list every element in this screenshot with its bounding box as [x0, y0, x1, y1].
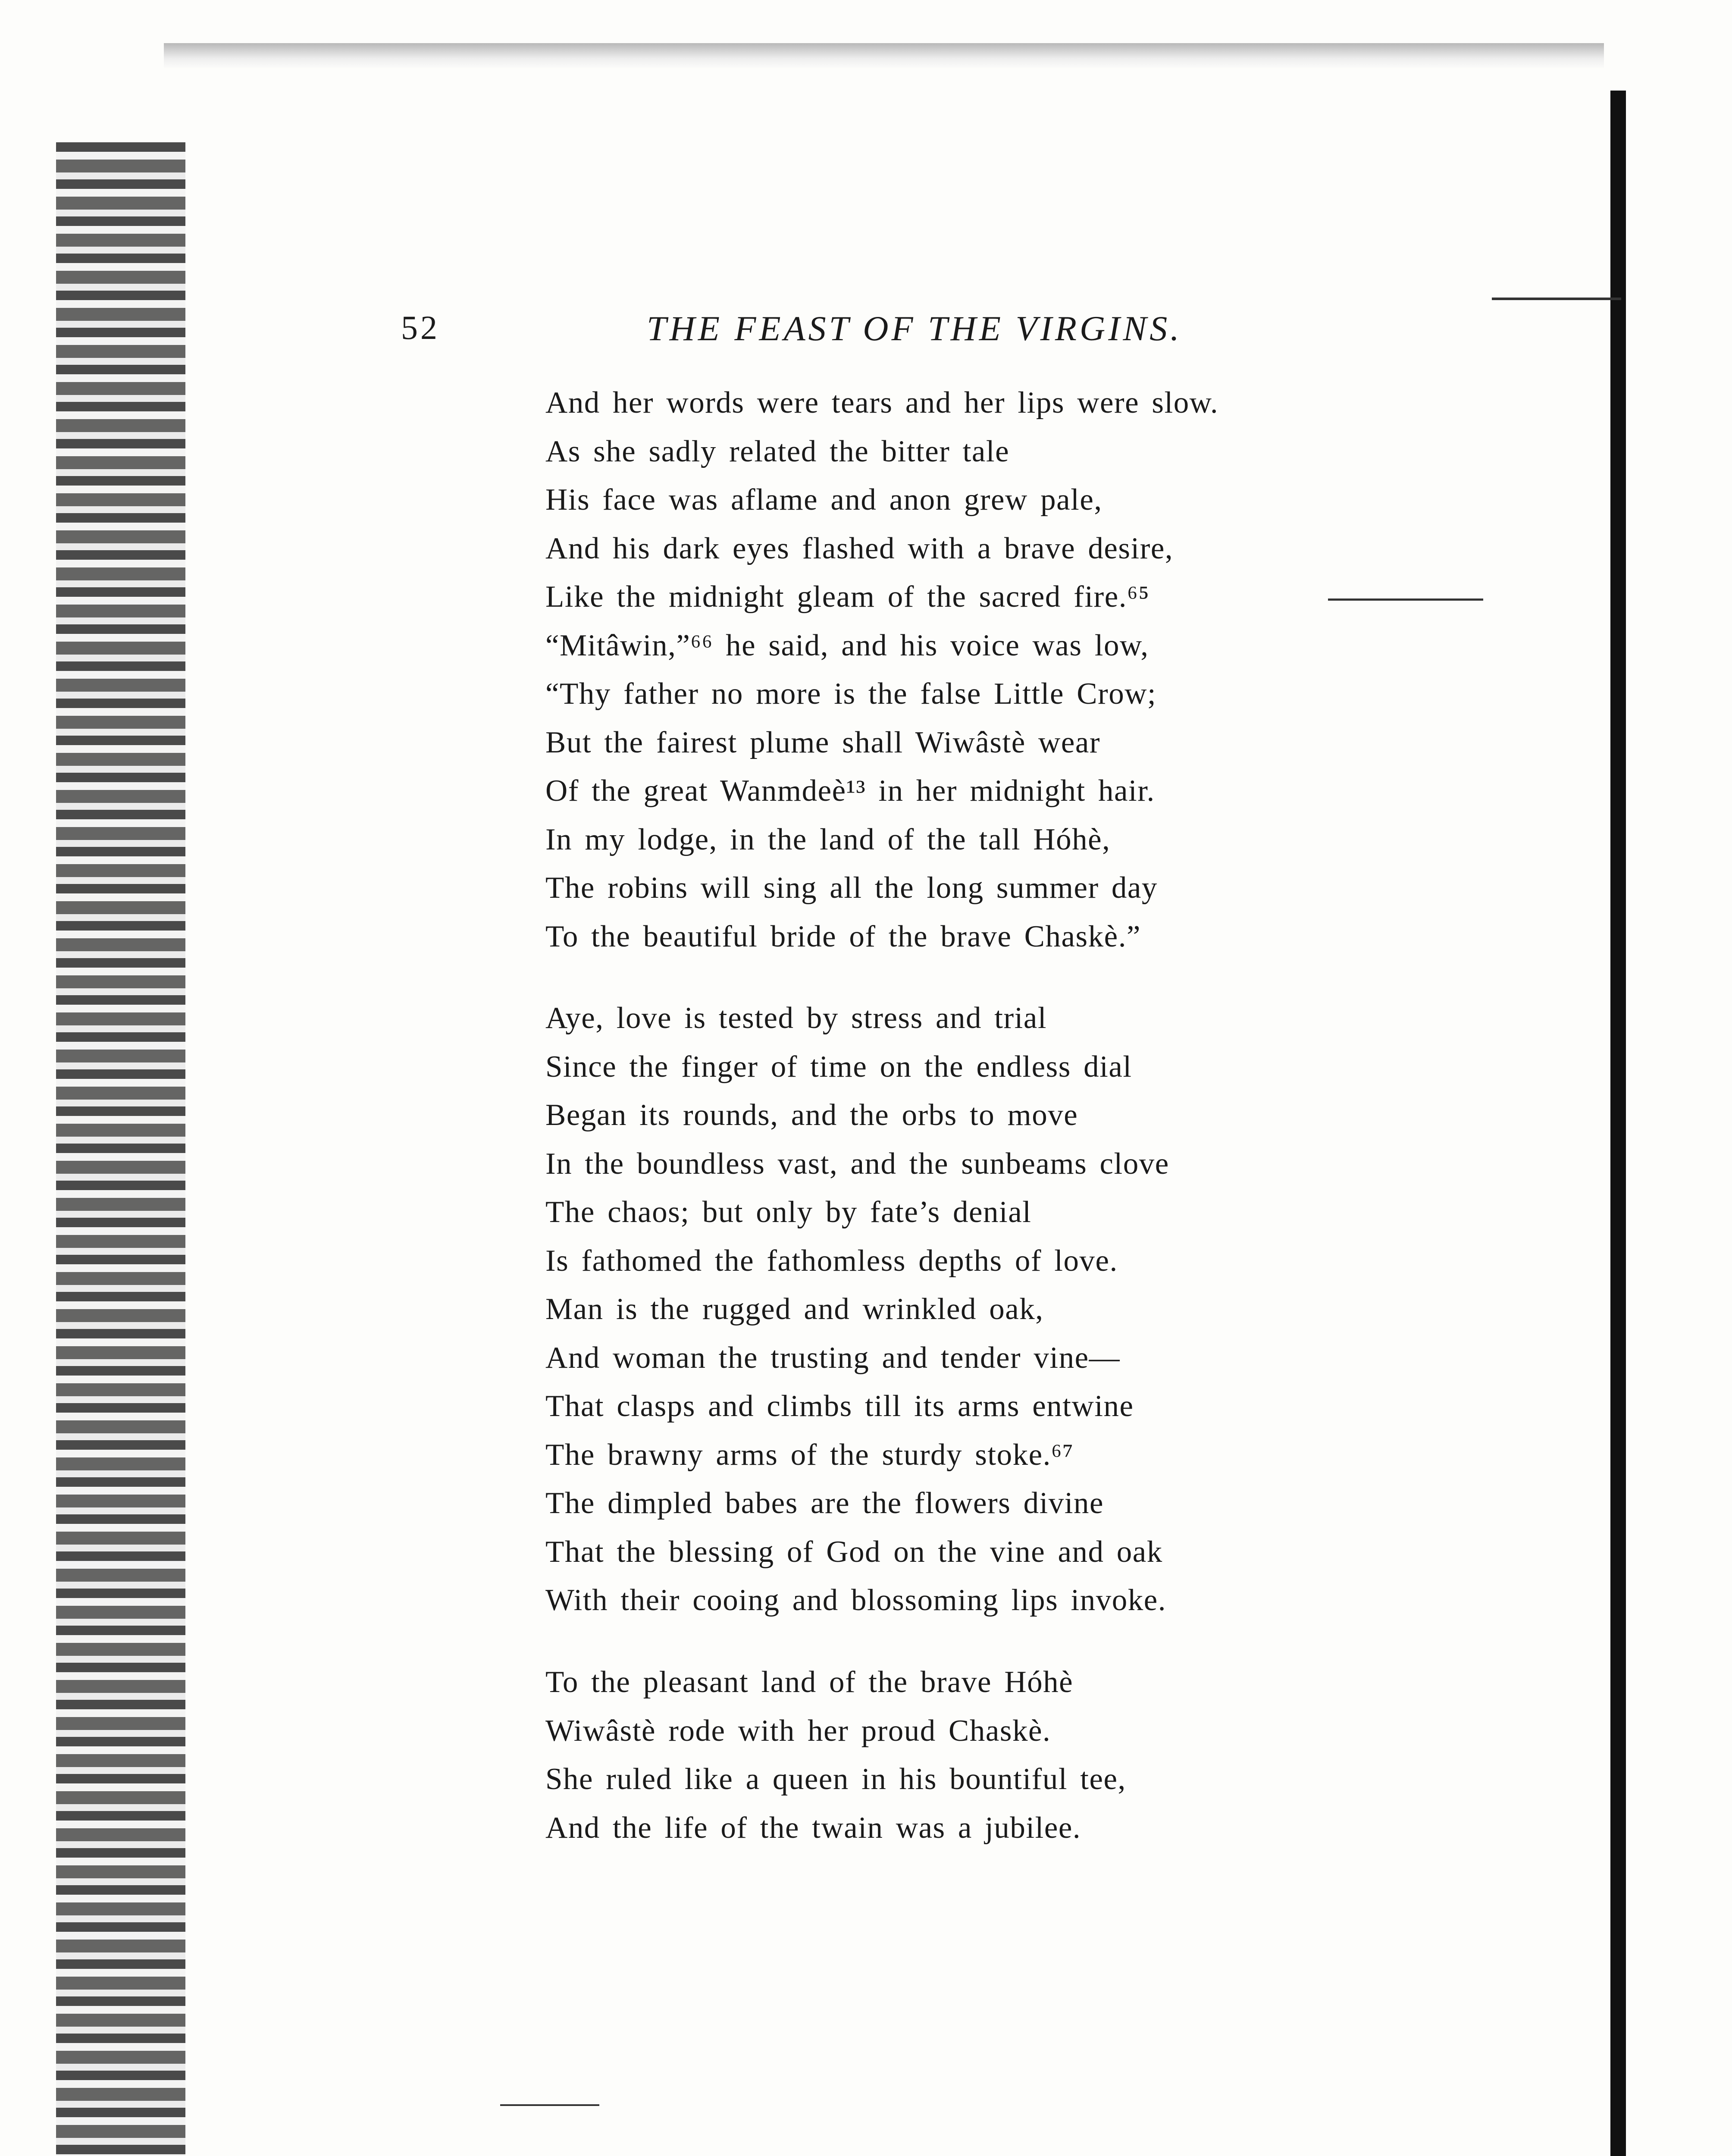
scan-rule-mark — [500, 2104, 599, 2106]
stanza-2 — [545, 994, 1169, 1625]
page-right-edge-shadow — [1610, 91, 1626, 2156]
verse-line: With their cooing and blossoming lips invoke. — [545, 1583, 1166, 1617]
verse-line: “Thy father no more is the false Little Crow; — [545, 677, 1157, 711]
verse-line: To the beautiful bride of the brave Chaskè.” — [545, 919, 1141, 953]
page-header — [401, 304, 1306, 360]
page-top-edge-shadow — [164, 43, 1604, 69]
verse-line: That clasps and climbs till its arms entwine — [545, 1389, 1134, 1423]
verse-line: And the life of the twain was a jubilee. — [545, 1811, 1081, 1845]
verse-line: To the pleasant land of the brave Hóhè — [545, 1665, 1074, 1699]
running-title: THE FEAST OF THE VIRGINS. — [647, 309, 1182, 348]
scan-rule-mark — [1492, 298, 1621, 300]
verse-line: And his dark eyes flashed with a brave desire, — [545, 531, 1174, 565]
verse-line: And woman the trusting and tender vine— — [545, 1341, 1121, 1375]
verse-line: Began its rounds, and the orbs to move — [545, 1098, 1078, 1132]
verse-line: Man is the rugged and wrinkled oak, — [545, 1292, 1044, 1326]
verse-line: The chaos; but only by fate’s denial — [545, 1195, 1032, 1229]
verse-line: And her words were tears and her lips were slow. — [545, 386, 1219, 420]
verse-line: That the blessing of God on the vine and oak — [545, 1535, 1163, 1569]
verse-line: The brawny arms of the sturdy stoke.⁶⁷ — [545, 1438, 1074, 1472]
scan-rule-mark — [1328, 599, 1483, 601]
book-binding-edge — [56, 142, 185, 2156]
verse-line: His face was aflame and anon grew pale, — [545, 483, 1102, 517]
verse-line: Is fathomed the fathomless depths of love. — [545, 1244, 1118, 1278]
stanza-1 — [545, 379, 1218, 961]
verse-line: She ruled like a queen in his bountiful tee, — [545, 1762, 1126, 1796]
verse-line: Like the midnight gleam of the sacred fire.⁶⁵ — [545, 580, 1150, 614]
stanza-3 — [545, 1658, 1126, 1852]
verse-line: Since the finger of time on the endless dial — [545, 1050, 1132, 1084]
verse-line: Wiwâstè rode with her proud Chaskè. — [545, 1714, 1051, 1748]
verse-line: “Mitâwin,”⁶⁶ he said, and his voice was low, — [545, 628, 1149, 662]
verse-line: Aye, love is tested by stress and trial — [545, 1001, 1047, 1035]
verse-line: But the fairest plume shall Wiwâstè wear — [545, 725, 1100, 759]
verse-line: In my lodge, in the land of the tall Hóhè, — [545, 822, 1111, 856]
verse-line: Of the great Wanmdeè¹³ in her midnight hair. — [545, 774, 1155, 808]
verse-line: In the boundless vast, and the sunbeams clove — [545, 1147, 1169, 1181]
verse-line: As she sadly related the bitter tale — [545, 434, 1010, 468]
verse-line: The dimpled babes are the flowers divine — [545, 1486, 1104, 1520]
verse-line: The robins will sing all the long summer day — [545, 871, 1158, 905]
page-number: 52 — [401, 309, 440, 346]
